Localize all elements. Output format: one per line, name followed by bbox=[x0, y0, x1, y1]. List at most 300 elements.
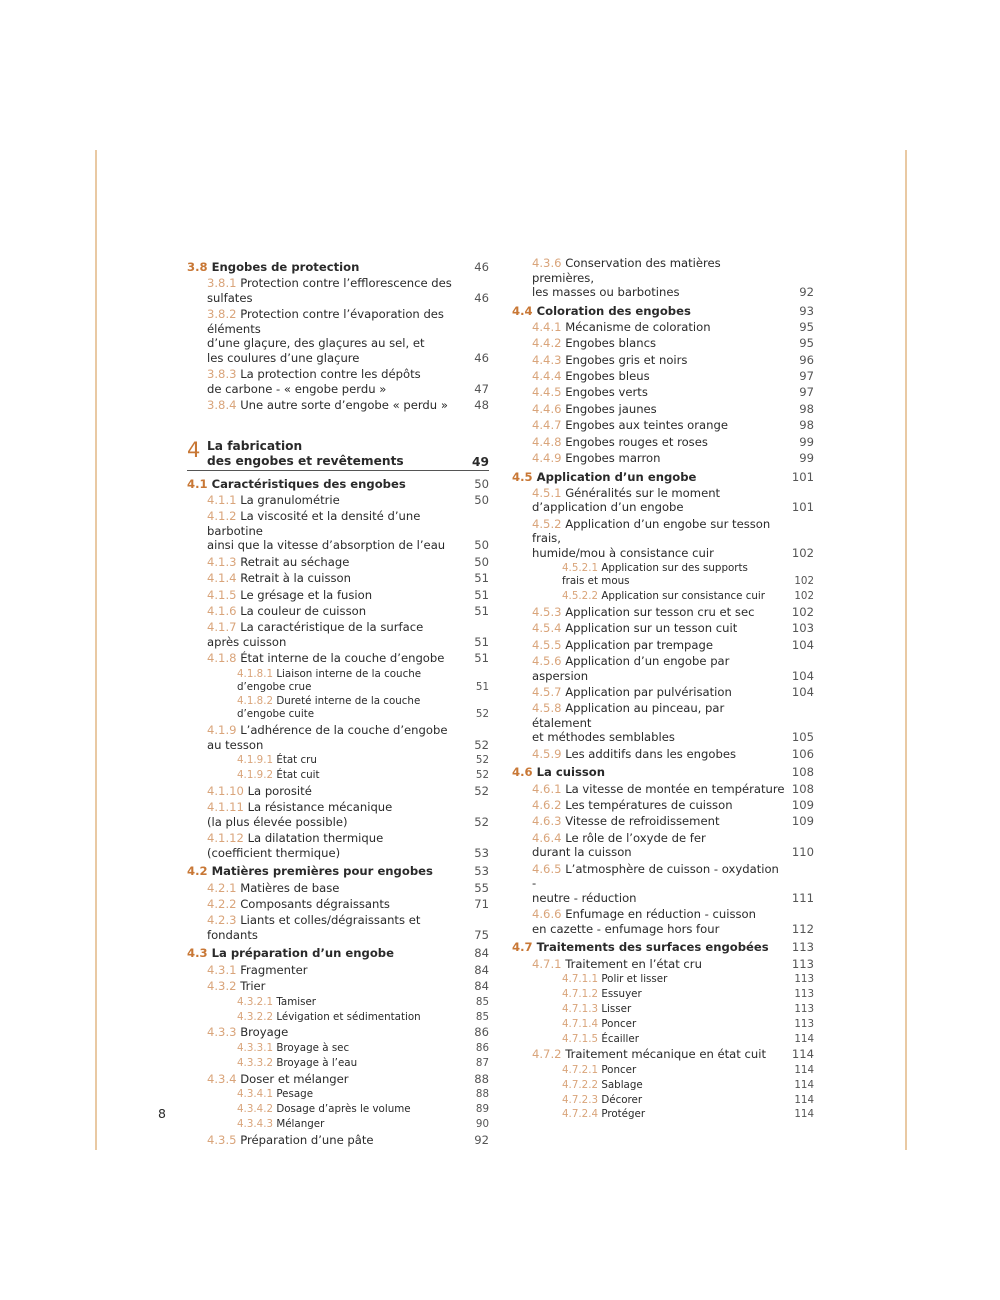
section-number: 4.5 bbox=[512, 469, 533, 484]
toc-entry bbox=[512, 782, 814, 797]
entry-text: Protéger bbox=[601, 1108, 646, 1121]
toc-entry bbox=[512, 1033, 814, 1046]
section-number: 4.5.7 bbox=[532, 685, 562, 700]
toc-entry bbox=[187, 831, 489, 860]
entry-text: Traitement mécanique en état cuit bbox=[565, 1047, 767, 1062]
toc-entry bbox=[512, 353, 814, 368]
toc-entry bbox=[187, 1011, 489, 1024]
entry-page: 52 bbox=[474, 784, 489, 799]
entry-text: Les additifs dans les engobes bbox=[565, 746, 737, 761]
toc-entry bbox=[512, 385, 814, 400]
entry-title bbox=[562, 590, 786, 603]
entry-text: Broyage bbox=[240, 1025, 289, 1040]
entry-text: Application sur des supports frais et mous bbox=[562, 562, 748, 588]
toc-entry bbox=[512, 701, 814, 745]
toc-entry bbox=[187, 784, 489, 799]
section-number: 4.7.1.3 bbox=[562, 1002, 599, 1015]
entry-text: Préparation d’une pâte bbox=[240, 1132, 374, 1147]
entry-title bbox=[237, 695, 461, 721]
entry-text: Enfumage en réduction - cuisson en cazette - enfumage hors four bbox=[532, 907, 756, 936]
entry-page: 113 bbox=[794, 1017, 814, 1030]
section-number: 4.1.9.1 bbox=[237, 754, 274, 767]
entry-title bbox=[532, 336, 786, 351]
section-number: 4.1.3 bbox=[207, 554, 237, 569]
toc-entry bbox=[187, 881, 489, 896]
section-number: 4.7.1.5 bbox=[562, 1032, 599, 1045]
entry-title bbox=[512, 470, 786, 485]
toc-entry bbox=[187, 571, 489, 586]
entry-title bbox=[207, 307, 461, 365]
entry-text: La protection contre les dépôts de carbone - « engobe perdu » bbox=[207, 367, 421, 396]
entry-title bbox=[532, 685, 786, 700]
section-number: 4.6.1 bbox=[532, 781, 562, 796]
section-number: 4.5.1 bbox=[532, 485, 562, 500]
entry-text: La caractéristique de la surface après cuisson bbox=[207, 620, 424, 649]
section-number: 4.1.6 bbox=[207, 603, 237, 618]
entry-title bbox=[532, 320, 786, 335]
entry-title bbox=[207, 588, 461, 603]
section-number: 4.4.3 bbox=[532, 352, 562, 367]
entry-text: Protection contre l’évaporation des éléments d’une glaçure, des glaçures au sel, et les coulures d’une glaçure bbox=[207, 307, 444, 365]
entry-page: 98 bbox=[799, 401, 814, 416]
entry-page: 112 bbox=[791, 921, 814, 936]
toc-entry bbox=[512, 957, 814, 972]
entry-title bbox=[207, 509, 461, 553]
toc-entry bbox=[512, 862, 814, 906]
entry-text: Mélanger bbox=[276, 1117, 325, 1130]
entry-title bbox=[207, 913, 461, 942]
entry-title bbox=[207, 604, 461, 619]
entry-text: Broyage à sec bbox=[276, 1041, 350, 1054]
entry-title bbox=[532, 638, 786, 653]
toc-entry bbox=[512, 1003, 814, 1016]
entry-text: Protection contre l’efflorescence des sulfates bbox=[207, 276, 452, 305]
entry-text: Les températures de cuisson bbox=[565, 798, 733, 813]
entry-title bbox=[187, 477, 461, 492]
page-number: 8 bbox=[158, 1106, 166, 1121]
entry-text: Composants dégraissants bbox=[240, 897, 390, 912]
entry-page: 99 bbox=[799, 434, 814, 449]
entry-title bbox=[562, 1033, 786, 1046]
section-number: 3.8.1 bbox=[207, 276, 237, 291]
toc-entry bbox=[512, 638, 814, 653]
section-number: 4.4.4 bbox=[532, 369, 562, 384]
entry-page: 88 bbox=[475, 1088, 489, 1100]
entry-page: 88 bbox=[474, 1071, 489, 1086]
toc-entry bbox=[187, 864, 489, 879]
toc-entry bbox=[512, 451, 814, 466]
chapter-heading bbox=[187, 439, 489, 471]
entry-page: 114 bbox=[794, 1032, 814, 1045]
entry-text: Poncer bbox=[601, 1017, 637, 1030]
entry-page: 104 bbox=[791, 637, 814, 652]
entry-text: La granulométrie bbox=[240, 492, 340, 507]
entry-page: 51 bbox=[474, 651, 489, 666]
entry-page: 113 bbox=[794, 987, 814, 1000]
toc-entry bbox=[512, 605, 814, 620]
entry-title bbox=[237, 1118, 461, 1131]
entry-text: La viscosité et la densité d’une barbotine ainsi que la vitesse d’absorption de l’eau bbox=[207, 509, 446, 553]
entry-text: Le rôle de l’oxyde de fer durant la cuisson bbox=[532, 830, 706, 860]
section-number: 4.7.2.2 bbox=[562, 1078, 599, 1091]
entry-title bbox=[237, 769, 461, 782]
section-number: 4.7.2.3 bbox=[562, 1093, 599, 1106]
entry-title bbox=[207, 897, 461, 912]
entry-title bbox=[532, 831, 786, 860]
entry-title bbox=[532, 747, 786, 762]
entry-page: 102 bbox=[794, 590, 814, 603]
entry-page: 52 bbox=[474, 737, 489, 752]
entry-page: 101 bbox=[791, 469, 814, 484]
entry-title bbox=[207, 723, 461, 752]
entry-page: 96 bbox=[799, 352, 814, 367]
entry-text: État cru bbox=[276, 754, 317, 767]
entry-title bbox=[532, 907, 786, 936]
entry-text: La cuisson bbox=[536, 765, 605, 780]
entry-title bbox=[562, 562, 786, 588]
entry-title bbox=[207, 963, 461, 978]
section-number: 4.3.6 bbox=[532, 256, 562, 270]
entry-text: Engobes jaunes bbox=[565, 401, 657, 416]
toc-entry bbox=[512, 940, 814, 955]
section-number: 4.6.6 bbox=[532, 907, 562, 922]
entry-text: Conservation des matières premières, les masses ou barbotines bbox=[532, 256, 721, 299]
entry-page: 95 bbox=[799, 336, 814, 351]
entry-title bbox=[207, 784, 461, 799]
section-number: 4.5.8 bbox=[532, 701, 562, 716]
section-number: 4.3.2.2 bbox=[237, 1010, 274, 1023]
entry-page: 53 bbox=[474, 845, 489, 860]
entry-title bbox=[532, 402, 786, 417]
toc-entry bbox=[187, 1072, 489, 1087]
section-number: 4.3.4.1 bbox=[237, 1088, 274, 1100]
entry-page: 71 bbox=[474, 897, 489, 912]
entry-page: 113 bbox=[794, 972, 814, 985]
toc-entry bbox=[187, 946, 489, 961]
section-number: 4.3.3.1 bbox=[237, 1041, 274, 1054]
section-number: 4.7.2.1 bbox=[562, 1063, 599, 1076]
section-number: 4.1.4 bbox=[207, 571, 237, 586]
toc-entry bbox=[512, 1018, 814, 1031]
entry-text: Engobes blancs bbox=[565, 336, 656, 351]
toc-entry bbox=[187, 800, 489, 829]
section-number: 4.4.1 bbox=[532, 319, 562, 334]
entry-page: 53 bbox=[474, 864, 489, 879]
toc-entry bbox=[512, 1064, 814, 1077]
entry-title bbox=[532, 256, 786, 300]
section-number: 4.2 bbox=[187, 864, 208, 879]
toc-entry bbox=[187, 723, 489, 752]
entry-title bbox=[532, 862, 786, 906]
entry-text: Lévigation et sédimentation bbox=[276, 1010, 421, 1023]
entry-page: 106 bbox=[791, 746, 814, 761]
entry-page: 108 bbox=[791, 781, 814, 796]
toc-entry bbox=[512, 256, 814, 300]
entry-page: 113 bbox=[794, 1002, 814, 1015]
section-number: 4.1 bbox=[187, 476, 208, 491]
toc-right-column bbox=[512, 256, 814, 1123]
entry-title bbox=[207, 276, 461, 305]
entry-title bbox=[207, 1025, 461, 1040]
entry-page: 114 bbox=[794, 1078, 814, 1091]
entry-page: 87 bbox=[475, 1056, 489, 1069]
toc-entry bbox=[187, 695, 489, 721]
entry-page: 48 bbox=[474, 398, 489, 413]
chapter-title: La fabrication des engobes et revêtements bbox=[207, 438, 404, 468]
entry-page: 50 bbox=[474, 476, 489, 491]
toc-entry bbox=[187, 769, 489, 782]
chapter-number: 4 bbox=[187, 437, 201, 462]
entry-page: 102 bbox=[794, 575, 814, 588]
section-number: 4.5.3 bbox=[532, 604, 562, 619]
entry-text: Traitements des surfaces engobées bbox=[536, 940, 769, 955]
entry-page: 92 bbox=[474, 1132, 489, 1147]
section-number: 4.3.4.3 bbox=[237, 1117, 274, 1130]
entry-text: Application sur tesson cru et sec bbox=[565, 604, 755, 619]
entry-page: 114 bbox=[794, 1108, 814, 1121]
section-number: 4.5.6 bbox=[532, 654, 562, 669]
section-number: 4.1.8.2 bbox=[237, 695, 274, 708]
entry-page: 86 bbox=[474, 1025, 489, 1040]
section-number: 4.3.5 bbox=[207, 1132, 237, 1147]
entry-text: Engobes bleus bbox=[565, 369, 650, 384]
section-number: 4.1.1 bbox=[207, 492, 237, 507]
entry-text: Mécanisme de coloration bbox=[565, 319, 711, 334]
entry-title bbox=[562, 988, 786, 1001]
section-number: 4.5.9 bbox=[532, 746, 562, 761]
entry-title bbox=[562, 1003, 786, 1016]
entry-text: Fragmenter bbox=[240, 962, 308, 977]
toc-entry bbox=[512, 654, 814, 683]
section-number: 4.5.4 bbox=[532, 621, 562, 636]
toc-entry bbox=[187, 477, 489, 492]
entry-text: L’adhérence de la couche d’engobe au tesson bbox=[207, 723, 448, 752]
entry-page: 52 bbox=[475, 769, 489, 782]
entry-page: 50 bbox=[474, 554, 489, 569]
entry-text: Application par trempage bbox=[565, 637, 714, 652]
entry-text: Écailler bbox=[601, 1032, 639, 1045]
entry-title bbox=[237, 996, 461, 1009]
entry-text: Engobes verts bbox=[565, 385, 648, 400]
toc-entry bbox=[187, 996, 489, 1009]
entry-title bbox=[207, 493, 461, 508]
entry-page: 95 bbox=[799, 319, 814, 334]
entry-page: 52 bbox=[475, 708, 489, 721]
entry-text: Poncer bbox=[601, 1063, 637, 1076]
entry-page: 114 bbox=[794, 1063, 814, 1076]
entry-page: 111 bbox=[791, 890, 814, 905]
entry-title bbox=[532, 782, 786, 797]
toc-entry bbox=[187, 307, 489, 365]
toc-entry bbox=[187, 897, 489, 912]
entry-page: 46 bbox=[474, 260, 489, 274]
section-number: 4.3.2.1 bbox=[237, 995, 274, 1008]
entry-title bbox=[187, 946, 461, 961]
entry-page: 114 bbox=[791, 1047, 814, 1062]
entry-text: L’atmosphère de cuisson - oxydation - neutre - réduction bbox=[532, 861, 779, 905]
entry-text: Dureté interne de la couche d’engobe cuite bbox=[237, 695, 421, 721]
entry-text: Engobes marron bbox=[565, 451, 661, 466]
entry-page: 52 bbox=[475, 754, 489, 767]
entry-page: 55 bbox=[474, 880, 489, 895]
section-number: 4.4.6 bbox=[532, 401, 562, 416]
entry-text: Coloration des engobes bbox=[536, 303, 691, 318]
section-number: 4.4.5 bbox=[532, 385, 562, 400]
entry-title bbox=[207, 979, 461, 994]
entry-text: Vitesse de refroidissement bbox=[565, 814, 720, 829]
entry-title bbox=[237, 1103, 461, 1116]
section-number: 3.8 bbox=[187, 260, 208, 274]
entry-text: Application par pulvérisation bbox=[565, 685, 732, 700]
entry-title bbox=[532, 517, 786, 561]
toc-entry bbox=[187, 1025, 489, 1040]
toc-entry bbox=[187, 1057, 489, 1070]
entry-text: Décorer bbox=[601, 1093, 643, 1106]
toc-entry bbox=[512, 798, 814, 813]
toc-entry bbox=[512, 435, 814, 450]
toc-entry bbox=[187, 493, 489, 508]
entry-page: 51 bbox=[474, 587, 489, 602]
toc-entry bbox=[512, 1047, 814, 1062]
entry-text: Pesage bbox=[276, 1088, 314, 1100]
entry-text: Sablage bbox=[601, 1078, 643, 1091]
entry-title bbox=[207, 571, 461, 586]
section-number: 4.5.5 bbox=[532, 637, 562, 652]
toc-entry bbox=[512, 1094, 814, 1107]
entry-text: Engobes gris et noirs bbox=[565, 352, 688, 367]
section-number: 4.7.1.2 bbox=[562, 987, 599, 1000]
entry-page: 113 bbox=[791, 940, 814, 955]
entry-text: Matières premières pour engobes bbox=[211, 864, 433, 879]
entry-text: Trier bbox=[240, 979, 266, 994]
entry-text: La couleur de cuisson bbox=[240, 603, 367, 618]
entry-page: 102 bbox=[791, 545, 814, 560]
toc-entry bbox=[512, 1108, 814, 1121]
entry-page: 113 bbox=[791, 956, 814, 971]
entry-text: Liaison interne de la couche d’engobe crue bbox=[237, 667, 422, 693]
entry-title bbox=[237, 668, 461, 694]
entry-title bbox=[207, 1072, 461, 1087]
entry-page: 97 bbox=[799, 385, 814, 400]
toc-entry bbox=[187, 963, 489, 978]
entry-page: 110 bbox=[791, 845, 814, 860]
toc-entry bbox=[187, 1088, 489, 1101]
entry-title bbox=[532, 621, 786, 636]
entry-page: 93 bbox=[799, 303, 814, 318]
section-number: 4.7 bbox=[512, 940, 533, 955]
entry-text: État interne de la couche d’engobe bbox=[240, 651, 445, 666]
entry-title bbox=[187, 864, 461, 879]
toc-entry bbox=[512, 320, 814, 335]
entry-text: Traitement en l’état cru bbox=[565, 956, 702, 971]
entry-text: Engobes aux teintes orange bbox=[565, 418, 728, 433]
entry-title bbox=[207, 800, 461, 829]
entry-title bbox=[562, 1094, 786, 1107]
section-number: 4.1.2 bbox=[207, 509, 237, 524]
toc-entry bbox=[512, 988, 814, 1001]
section-number: 4.1.11 bbox=[207, 800, 244, 815]
toc-entry bbox=[512, 814, 814, 829]
section-number: 4.1.7 bbox=[207, 620, 237, 635]
entry-title bbox=[207, 651, 461, 666]
section-number: 4.2.2 bbox=[207, 897, 237, 912]
section-number: 4.1.9.2 bbox=[237, 769, 274, 782]
entry-page: 103 bbox=[791, 621, 814, 636]
toc-entry bbox=[512, 418, 814, 433]
entry-text: Application sur consistance cuir bbox=[601, 590, 766, 603]
entry-page: 99 bbox=[799, 451, 814, 466]
section-number: 4.7.1.4 bbox=[562, 1017, 599, 1030]
entry-page: 86 bbox=[475, 1041, 489, 1054]
toc-entry bbox=[512, 562, 814, 588]
entry-page: 98 bbox=[799, 418, 814, 433]
section-number: 3.8.3 bbox=[207, 367, 237, 382]
entry-text: Généralités sur le moment d’application d’un engobe bbox=[532, 485, 721, 515]
section-number: 4.2.3 bbox=[207, 913, 237, 928]
entry-text: Application sur un tesson cuit bbox=[565, 621, 738, 636]
entry-title bbox=[562, 973, 786, 986]
section-number: 4.3.4 bbox=[207, 1071, 237, 1086]
section-number: 4.6.3 bbox=[532, 814, 562, 829]
entry-text: La porosité bbox=[247, 784, 312, 799]
entry-text: Dosage d’après le volume bbox=[276, 1102, 411, 1115]
toc-entry bbox=[512, 486, 814, 515]
entry-page: 89 bbox=[475, 1102, 489, 1115]
section-number: 4.6 bbox=[512, 765, 533, 780]
section-number: 4.6.2 bbox=[532, 798, 562, 813]
toc-entry bbox=[187, 398, 489, 413]
toc-entry bbox=[187, 604, 489, 619]
entry-title bbox=[532, 353, 786, 368]
entry-page: 50 bbox=[474, 538, 489, 553]
entry-title bbox=[562, 1018, 786, 1031]
entry-title bbox=[562, 1079, 786, 1092]
entry-title bbox=[532, 435, 786, 450]
entry-page: 47 bbox=[474, 381, 489, 396]
entry-text: Une autre sorte d’engobe « perdu » bbox=[240, 398, 448, 413]
entry-title bbox=[532, 369, 786, 384]
entry-title bbox=[532, 814, 786, 829]
entry-page: 104 bbox=[791, 685, 814, 700]
entry-page: 84 bbox=[474, 979, 489, 994]
entry-title bbox=[207, 367, 461, 396]
entry-page: 84 bbox=[474, 946, 489, 961]
toc-entry bbox=[187, 620, 489, 649]
entry-title bbox=[207, 831, 461, 860]
entry-page: 109 bbox=[791, 814, 814, 829]
toc-entry bbox=[187, 754, 489, 767]
entry-page: 114 bbox=[794, 1093, 814, 1106]
toc-entry bbox=[187, 588, 489, 603]
entry-title bbox=[532, 654, 786, 683]
entry-title bbox=[237, 1088, 461, 1101]
toc-entry bbox=[187, 276, 489, 305]
entry-text: Le grésage et la fusion bbox=[240, 587, 373, 602]
section-number: 4.7.1 bbox=[532, 956, 562, 971]
entry-title bbox=[512, 304, 786, 319]
section-number: 3.8.4 bbox=[207, 398, 237, 413]
section-number: 4.1.12 bbox=[207, 831, 244, 846]
entry-title bbox=[562, 1064, 786, 1077]
entry-text: La résistance mécanique (la plus élevée possible) bbox=[207, 800, 393, 829]
entry-title bbox=[237, 754, 461, 767]
toc-entry bbox=[512, 685, 814, 700]
toc-entry bbox=[512, 517, 814, 561]
entry-text: La dilatation thermique (coefficient thermique) bbox=[207, 831, 384, 860]
toc-entry bbox=[512, 402, 814, 417]
toc-entry bbox=[512, 621, 814, 636]
section-number: 4.7.1.1 bbox=[562, 972, 599, 985]
